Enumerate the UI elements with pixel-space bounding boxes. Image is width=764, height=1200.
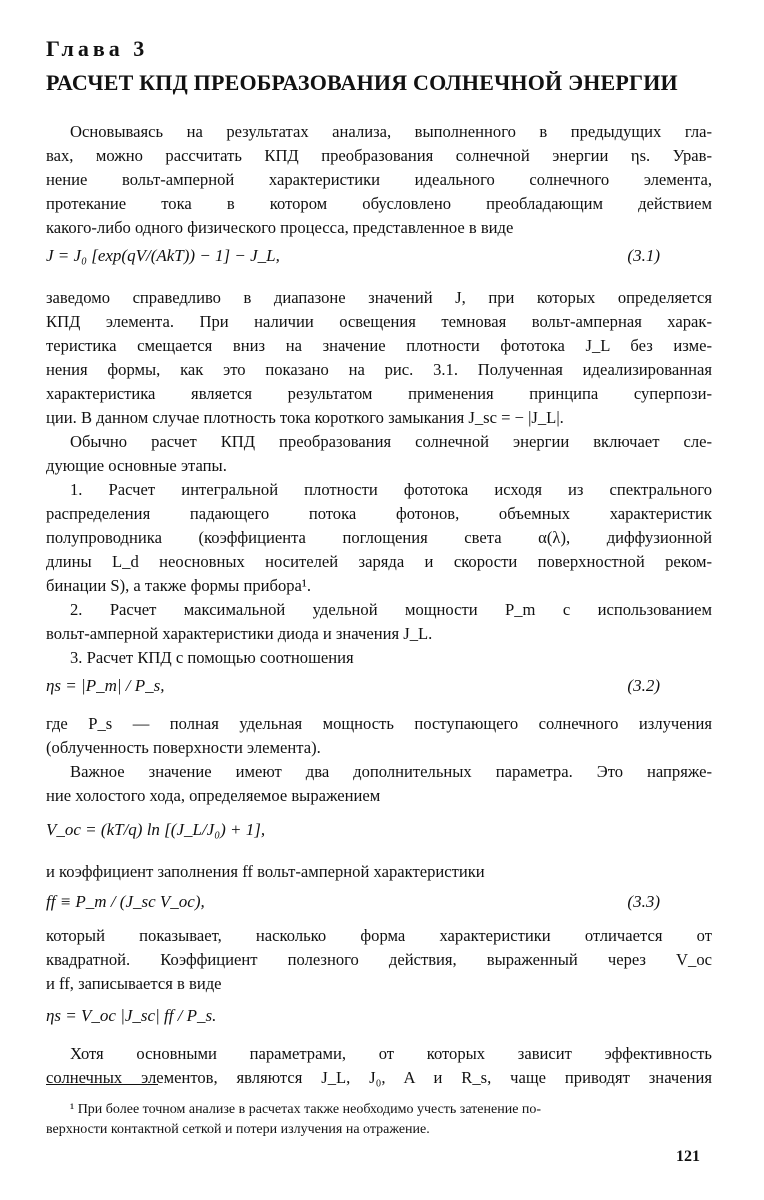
equation-formula: ηs = |P_m| / P_s,: [46, 676, 165, 695]
equation-number: (3.3): [627, 892, 660, 911]
list-item-line: полупроводника (коэффициента поглощения света α(λ), диффузионной: [46, 528, 712, 547]
text-line: и ff, записывается в виде: [46, 974, 222, 993]
text-line: теристика смещается вниз на значение плотности фототока J_L без изме-: [46, 336, 712, 355]
text-line: какого-либо одного физического процесса, представленное в виде: [46, 218, 514, 237]
text-line: Обычно расчет КПД преобразования солнечной энергии включает сле-: [70, 432, 712, 451]
text-line: солнечных элементов, являются J_L, J₀, A и R_s, чаще приводят значения: [46, 1068, 712, 1087]
equation-voc: [46, 816, 712, 844]
text-line: КПД элемента. При наличии освещения темновая вольт-амперная харак-: [46, 312, 712, 331]
page-number: 121: [676, 1148, 700, 1165]
text-line: квадратной. Коэффициент полезного действия, выраженный через V_oc: [46, 950, 712, 969]
text-line: где P_s — полная удельная мощность поступающего солнечного излучения: [46, 714, 712, 733]
footnote-line: ¹ При более точном анализе в расчетах также необходимо учесть затенение по-: [70, 1102, 542, 1117]
text-line: и коэффициент заполнения ff вольт-амперной характеристики: [46, 862, 485, 881]
text-line: Важное значение имеют два дополнительных параметра. Это напряже-: [70, 762, 712, 781]
list-item-line: длины L_d неосновных носителей заряда и скорости поверхностной реком-: [46, 552, 712, 571]
list-item-line: бинации S), а также формы прибора¹.: [46, 576, 312, 595]
list-item-line: распределения падающего потока фотонов, объемных характеристик: [46, 504, 712, 523]
text-line: вах, можно рассчитать КПД преобразования солнечной энергии ηs. Урав-: [46, 146, 712, 165]
text-line: Хотя основными параметрами, от которых зависит эффективность: [70, 1044, 712, 1063]
list-item-line: вольт-амперной характеристики диода и значения J_L.: [46, 624, 433, 643]
text-line: нения формы, как это показано на рис. 3.1. Полученная идеализированная: [46, 360, 712, 379]
equation-number: (3.1): [627, 246, 660, 265]
text-line: протекание тока в котором обусловлено преобладающим действием: [46, 194, 712, 213]
text-line: нение вольт-амперной характеристики идеального солнечного элемента,: [46, 170, 712, 189]
list-item-line: 2. Расчет максимальной удельной мощности P_m с использованием: [70, 600, 712, 619]
text-line: дующие основные этапы.: [46, 456, 227, 475]
equation-formula: ff ≡ P_m / (J_sc V_oc),: [46, 892, 205, 911]
equation-efficiency: [46, 1002, 712, 1030]
chapter-number: Глава 3: [46, 36, 149, 61]
list-item-line: 1. Расчет интегральной плотности фототока исходя из спектрального: [70, 480, 712, 499]
footnote-rule: [46, 1084, 158, 1085]
equation-formula: V_oc = (kT/q) ln [(J_L/J₀) + 1],: [46, 820, 266, 839]
equation-formula: J = J₀ [exp(qV/(AkT)) − 1] − J_L,: [46, 246, 280, 265]
equation-3-3: [46, 888, 712, 916]
list-item-line: 3. Расчет КПД с помощью соотношения: [70, 648, 354, 667]
equation-3-2: [46, 672, 712, 700]
text-line: который показывает, насколько форма характеристики отличается от: [46, 926, 712, 945]
text-line: ние холостого хода, определяемое выражением: [46, 786, 381, 805]
chapter-title: РАСЧЕТ КПД ПРЕОБРАЗОВАНИЯ СОЛНЕЧНОЙ ЭНЕРГИИ: [46, 70, 678, 95]
footnote-line: верхности контактной сеткой и потери излучения на отражение.: [46, 1122, 430, 1137]
equation-number: (3.2): [627, 676, 660, 695]
text-line: заведомо справедливо в диапазоне значений J, при которых определяется: [46, 288, 712, 307]
equation-formula: ηs = V_oc |J_sc| ff / P_s.: [46, 1006, 217, 1025]
text-line: ции. В данном случае плотность тока короткого замыкания J_sc = − |J_L|.: [46, 408, 564, 427]
text-line: (облученность поверхности элемента).: [46, 738, 321, 757]
text-line: характеристика является результатом применения принципа суперпози-: [46, 384, 712, 403]
equation-3-1: [46, 242, 712, 270]
text-line: Основываясь на результатах анализа, выполненного в предыдущих гла-: [70, 122, 712, 141]
